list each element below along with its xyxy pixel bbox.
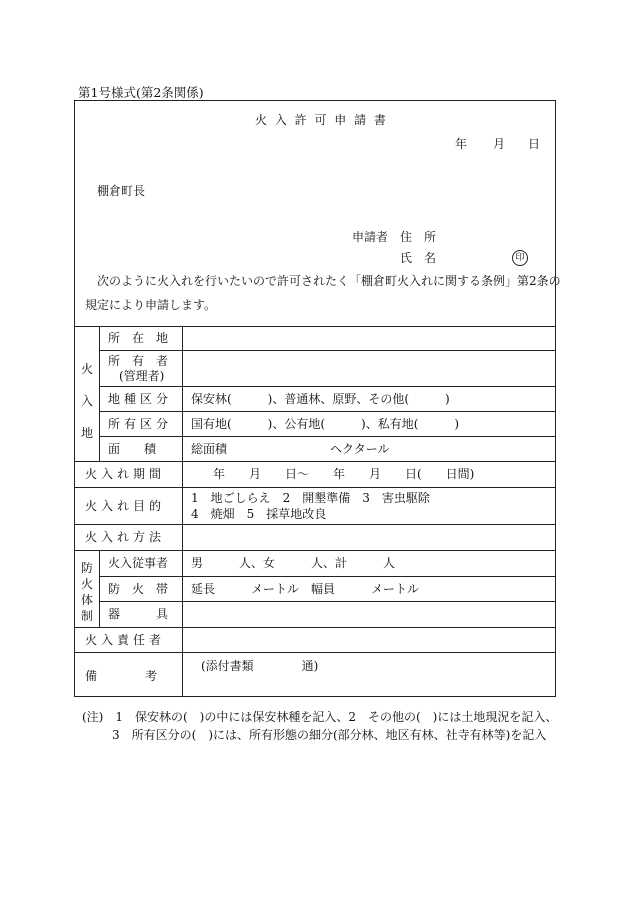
- application-form: [74, 100, 561, 697]
- address-label: 住 所: [400, 230, 437, 244]
- date-day: 日: [528, 137, 541, 151]
- divider: [99, 576, 555, 577]
- responsible-label: 火入責任者: [85, 633, 166, 647]
- divider: [99, 326, 100, 461]
- date-month: 月: [493, 137, 506, 151]
- group-prevention-label: 防火体制: [81, 561, 94, 623]
- land-type-value[interactable]: 保安林( )、普通林、原野、その他( ): [191, 392, 450, 406]
- divider: [75, 461, 555, 462]
- divider: [75, 652, 555, 653]
- land-type-label: 地種区分: [108, 392, 173, 406]
- remarks-label: 備 考: [85, 669, 158, 683]
- request-text-line1: 次のように火入れを行いたいので許可されたく「棚倉町火入れに関する条例」第2条の: [97, 274, 561, 288]
- workers-label: 火入従事者: [108, 556, 169, 570]
- divider: [75, 326, 555, 327]
- divider: [75, 550, 555, 551]
- divider: [99, 386, 555, 387]
- ownership-type-label: 所有区分: [108, 417, 173, 431]
- date-year: 年: [455, 137, 468, 151]
- form-title: 火 入 許 可 申 請 書: [255, 113, 388, 127]
- divider: [99, 350, 555, 351]
- note-line-1: (注) 1 保安林の( )の中には保安林種を記入、2 その他の( )には土地現況を記入、: [82, 710, 558, 724]
- divider: [75, 524, 555, 525]
- method-label: 火入れ方法: [85, 530, 166, 544]
- owner-label: 所 有 者: [108, 354, 169, 368]
- note-line-2: 3 所有区分の( )には、所有形態の細分(部分林、地区有林、社寺有林等)を記入: [112, 728, 547, 742]
- location-label: 所 在 地: [108, 331, 169, 345]
- applicant-label: 申請者: [352, 230, 389, 244]
- purpose-label: 火入れ目的: [85, 499, 166, 513]
- seal-mark: 印: [512, 250, 528, 266]
- divider: [182, 326, 183, 697]
- purpose-options-line2: 4 焼畑 5 採草地改良: [191, 507, 327, 521]
- remarks-value[interactable]: (添付書類 通): [201, 659, 319, 673]
- group-fire-location-label: 火入地: [81, 362, 94, 440]
- area-label: 面 積: [108, 442, 157, 456]
- divider: [99, 436, 555, 437]
- divider: [75, 627, 555, 628]
- addressee: 棚倉町長: [97, 184, 146, 198]
- equipment-label: 器 具: [108, 607, 169, 621]
- divider: [99, 601, 555, 602]
- divider: [99, 550, 100, 627]
- firebreak-value[interactable]: 延長 メートル 幅員 メートル: [191, 582, 420, 596]
- firebreak-label: 防 火 帯: [108, 582, 169, 596]
- period-label: 火入れ期間: [85, 467, 166, 481]
- ownership-type-value[interactable]: 国有地( )、公有地( )、私有地( ): [191, 417, 460, 431]
- divider: [75, 487, 555, 488]
- area-prefix: 総面積: [191, 442, 228, 456]
- divider: [99, 411, 555, 412]
- owner-sublabel: (管理者): [119, 369, 165, 383]
- period-value[interactable]: 年 月 日〜 年 月 日( 日間): [213, 467, 475, 481]
- name-label: 氏 名: [400, 251, 437, 265]
- form-number: 第1号様式(第2条関係): [78, 85, 204, 100]
- workers-value[interactable]: 男 人、女 人、計 人: [191, 556, 396, 570]
- purpose-options-line1: 1 地ごしらえ 2 開墾準備 3 害虫駆除: [191, 491, 430, 505]
- area-unit: ヘクタール: [330, 442, 390, 456]
- request-text-line2: 規定により申請します。: [85, 298, 217, 312]
